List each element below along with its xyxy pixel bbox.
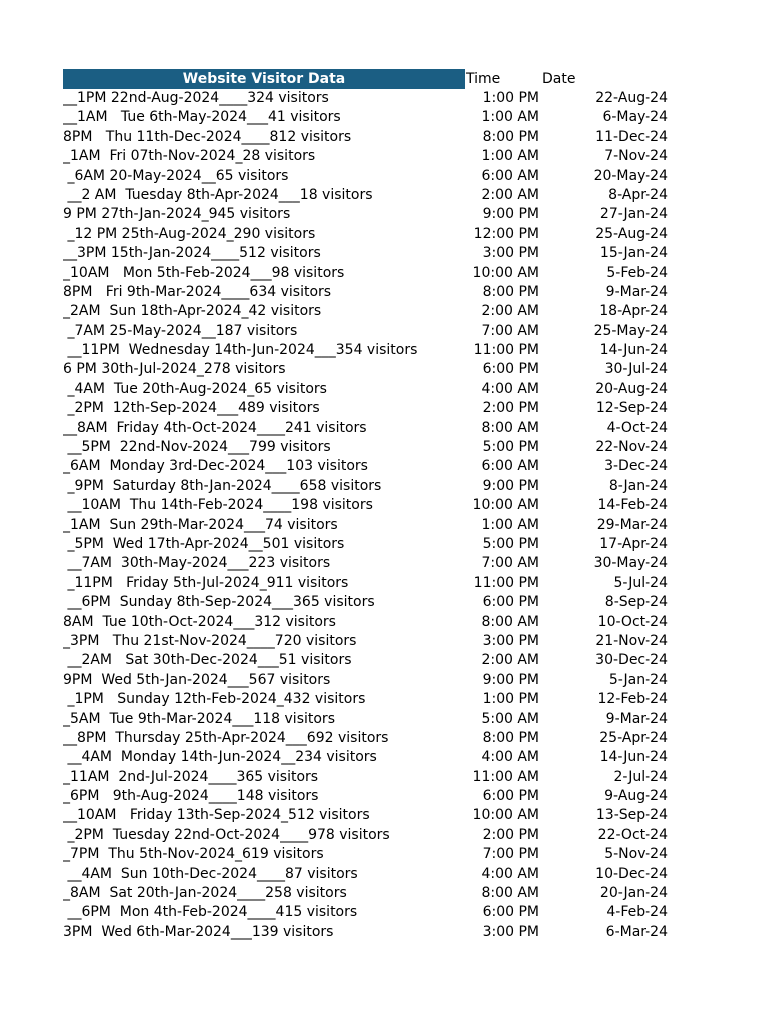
date-cell[interactable]: 20-Aug-24: [595, 380, 668, 397]
table-row: [63, 671, 683, 690]
table-row: [63, 923, 683, 942]
raw-entry-cell[interactable]: _7PM Thu 5th-Nov-2024_619 visitors: [63, 846, 324, 863]
date-cell[interactable]: 27-Jan-24: [599, 206, 668, 223]
time-cell[interactable]: 7:00 AM: [481, 555, 539, 572]
time-cell[interactable]: 4:00 AM: [481, 865, 539, 882]
time-cell[interactable]: 8:00 PM: [482, 283, 539, 300]
time-cell[interactable]: 7:00 AM: [481, 322, 539, 339]
raw-entry-cell[interactable]: 9PM Wed 5th-Jan-2024___567 visitors: [63, 671, 331, 688]
raw-entry-cell[interactable]: __1AM Tue 6th-May-2024___41 visitors: [63, 109, 341, 126]
time-cell[interactable]: 5:00 PM: [482, 439, 539, 456]
raw-entry-cell[interactable]: 8PM Thu 11th-Dec-2024____812 visitors: [63, 128, 352, 145]
time-cell[interactable]: 1:00 PM: [482, 90, 539, 106]
date-cell[interactable]: 21-Nov-24: [595, 632, 668, 649]
table-row: [63, 826, 683, 845]
raw-entry-cell[interactable]: __3PM 15th-Jan-2024____512 visitors: [63, 245, 321, 262]
date-cell[interactable]: 22-Nov-24: [595, 439, 668, 456]
raw-entry-cell[interactable]: _2PM 12th-Sep-2024___489 visitors: [63, 400, 320, 417]
table-row: [63, 302, 683, 321]
time-cell[interactable]: 3:00 PM: [482, 245, 539, 262]
raw-entry-cell[interactable]: __10AM Friday 13th-Sep-2024_512 visitors: [63, 807, 370, 824]
raw-entry-cell[interactable]: __11PM Wednesday 14th-Jun-2024___354 visitors: [63, 342, 418, 359]
date-cell[interactable]: 8-Jan-24: [608, 477, 668, 494]
table-row: [63, 128, 683, 147]
table-row: [63, 225, 683, 244]
date-cell[interactable]: 22-Oct-24: [597, 826, 668, 843]
table-row: [63, 341, 683, 360]
time-cell[interactable]: 6:00 PM: [482, 788, 539, 805]
table-row: [63, 496, 683, 515]
date-cell[interactable]: 6-May-24: [602, 109, 668, 126]
date-cell[interactable]: 5-Feb-24: [606, 264, 668, 281]
table-row: [63, 787, 683, 806]
raw-entry-cell[interactable]: __8AM Friday 4th-Oct-2024____241 visitors: [63, 419, 367, 436]
raw-entry-cell[interactable]: 9 PM 27th-Jan-2024_945 visitors: [63, 206, 291, 223]
time-cell[interactable]: 9:00 PM: [482, 206, 539, 223]
time-cell[interactable]: 1:00 AM: [481, 148, 539, 165]
raw-entry-cell[interactable]: _1AM Fri 07th-Nov-2024_28 visitors: [63, 148, 316, 165]
date-cell[interactable]: 10-Dec-24: [595, 865, 668, 882]
time-cell[interactable]: 2:00 PM: [482, 400, 539, 417]
date-cell[interactable]: 11-Dec-24: [595, 128, 668, 145]
table-row: [63, 845, 683, 864]
table-row: [63, 457, 683, 476]
table-row: [63, 186, 683, 205]
date-cell[interactable]: 29-Mar-24: [596, 516, 668, 533]
table-row: [63, 477, 683, 496]
table-row: [63, 613, 683, 632]
date-cell[interactable]: 18-Apr-24: [599, 303, 668, 320]
time-cell[interactable]: 1:00 AM: [481, 516, 539, 533]
date-cell[interactable]: 14-Jun-24: [599, 342, 668, 359]
raw-entry-cell[interactable]: _2PM Tuesday 22nd-Oct-2024____978 visitors: [63, 826, 390, 843]
time-cell[interactable]: 11:00 PM: [473, 574, 539, 591]
table-row: [63, 360, 683, 379]
time-cell[interactable]: 1:00 PM: [482, 691, 539, 708]
table-row: [63, 710, 683, 729]
table-row: [63, 419, 683, 438]
time-cell[interactable]: 9:00 PM: [482, 671, 539, 688]
time-cell[interactable]: 11:00 PM: [473, 342, 539, 359]
date-cell[interactable]: 12-Sep-24: [595, 400, 668, 417]
date-cell[interactable]: 7-Nov-24: [604, 148, 668, 165]
date-cell[interactable]: 2-Jul-24: [613, 768, 668, 785]
table-row: [63, 516, 683, 535]
header-row: [63, 69, 683, 89]
date-cell[interactable]: 9-Mar-24: [605, 283, 668, 300]
time-cell[interactable]: 6:00 PM: [482, 594, 539, 611]
table-row: [63, 438, 683, 457]
time-cell[interactable]: 10:00 AM: [472, 264, 539, 281]
date-cell[interactable]: 17-Apr-24: [599, 535, 668, 552]
raw-entry-cell[interactable]: __5PM 22nd-Nov-2024___799 visitors: [63, 439, 331, 456]
time-cell[interactable]: 2:00 AM: [481, 186, 539, 203]
raw-entry-cell[interactable]: _6AM 20-May-2024__65 visitors: [63, 167, 289, 184]
table-row: [63, 748, 683, 767]
table-row: [63, 205, 683, 224]
raw-entry-cell[interactable]: __10AM Thu 14th-Feb-2024____198 visitors: [63, 497, 373, 514]
time-cell[interactable]: 10:00 AM: [472, 497, 539, 514]
time-cell[interactable]: 8:00 AM: [481, 613, 539, 630]
time-cell[interactable]: 4:00 AM: [481, 749, 539, 766]
date-cell[interactable]: 9-Mar-24: [605, 710, 668, 727]
time-cell[interactable]: 6:00 AM: [481, 458, 539, 475]
raw-entry-cell[interactable]: _3PM Thu 21st-Nov-2024____720 visitors: [63, 632, 357, 649]
table-row: [63, 729, 683, 748]
date-cell[interactable]: 4-Oct-24: [606, 419, 668, 436]
table-row: [63, 535, 683, 554]
date-cell[interactable]: 6-Mar-24: [605, 923, 668, 940]
raw-entry-cell[interactable]: _11AM 2nd-Jul-2024____365 visitors: [63, 768, 319, 785]
raw-entry-cell[interactable]: 8PM Fri 9th-Mar-2024____634 visitors: [63, 283, 332, 300]
time-cell[interactable]: 9:00 PM: [482, 477, 539, 494]
date-cell[interactable]: 3-Dec-24: [604, 458, 668, 475]
date-cell[interactable]: 14-Feb-24: [597, 497, 668, 514]
raw-entry-cell[interactable]: __7AM 30th-May-2024___223 visitors: [63, 555, 331, 572]
time-cell[interactable]: 3:00 PM: [482, 923, 539, 940]
time-cell[interactable]: 5:00 AM: [481, 710, 539, 727]
date-cell[interactable]: 12-Feb-24: [597, 691, 668, 708]
raw-entry-cell[interactable]: _6PM 9th-Aug-2024____148 visitors: [63, 788, 319, 805]
raw-entry-cell[interactable]: _8AM Sat 20th-Jan-2024____258 visitors: [63, 885, 347, 902]
table-row: [63, 632, 683, 651]
raw-entry-cell[interactable]: __2 AM Tuesday 8th-Apr-2024___18 visitors: [63, 186, 373, 203]
data-rows: [63, 89, 683, 942]
raw-entry-cell[interactable]: __1PM 22nd-Aug-2024____324 visitors: [63, 90, 329, 106]
table-row: [63, 244, 683, 263]
date-cell[interactable]: 10-Oct-24: [597, 613, 668, 630]
time-cell[interactable]: 6:00 PM: [482, 904, 539, 921]
raw-entry-cell[interactable]: 3PM Wed 6th-Mar-2024___139 visitors: [63, 923, 334, 940]
date-cell[interactable]: 15-Jan-24: [599, 245, 668, 262]
table-row: [63, 147, 683, 166]
time-cell[interactable]: 6:00 PM: [482, 361, 539, 378]
table-row: [63, 167, 683, 186]
date-cell[interactable]: 25-Apr-24: [599, 729, 668, 746]
table-row: [63, 322, 683, 341]
date-cell[interactable]: 4-Feb-24: [606, 904, 668, 921]
time-cell[interactable]: 4:00 AM: [481, 380, 539, 397]
time-cell[interactable]: 8:00 AM: [481, 419, 539, 436]
raw-entry-cell[interactable]: __6PM Mon 4th-Feb-2024____415 visitors: [63, 904, 358, 921]
date-cell[interactable]: 30-May-24: [593, 555, 668, 572]
time-cell[interactable]: 7:00 PM: [482, 846, 539, 863]
table-row: [63, 89, 683, 108]
raw-entry-cell[interactable]: _6AM Monday 3rd-Dec-2024___103 visitors: [63, 458, 368, 475]
raw-entry-cell[interactable]: _11PM Friday 5th-Jul-2024_911 visitors: [63, 574, 349, 591]
date-cell[interactable]: 14-Jun-24: [599, 749, 668, 766]
date-cell[interactable]: 5-Nov-24: [604, 846, 668, 863]
date-cell[interactable]: 8-Sep-24: [604, 594, 668, 611]
time-cell[interactable]: 2:00 AM: [481, 652, 539, 669]
table-row: [63, 884, 683, 903]
table-row: [63, 554, 683, 573]
table-row: [63, 651, 683, 670]
time-cell[interactable]: 3:00 PM: [482, 632, 539, 649]
raw-entry-cell[interactable]: _12 PM 25th-Aug-2024_290 visitors: [63, 225, 316, 242]
column-header-time[interactable]: Time: [466, 71, 501, 87]
table-row: [63, 865, 683, 884]
table-row: [63, 903, 683, 922]
time-cell[interactable]: 1:00 AM: [481, 109, 539, 126]
raw-entry-cell[interactable]: __4AM Monday 14th-Jun-2024__234 visitors: [63, 749, 377, 766]
raw-entry-cell[interactable]: _5AM Tue 9th-Mar-2024___118 visitors: [63, 710, 335, 727]
time-cell[interactable]: 8:00 PM: [482, 128, 539, 145]
raw-entry-cell[interactable]: __8PM Thursday 25th-Apr-2024___692 visitors: [63, 729, 389, 746]
date-cell[interactable]: 5-Jul-24: [613, 574, 668, 591]
raw-entry-cell[interactable]: __6PM Sunday 8th-Sep-2024___365 visitors: [63, 594, 375, 611]
spreadsheet: [63, 69, 683, 942]
table-row: [63, 283, 683, 302]
date-cell[interactable]: 8-Apr-24: [608, 186, 668, 203]
table-row: [63, 264, 683, 283]
table-row: [63, 108, 683, 127]
date-cell[interactable]: 30-Dec-24: [595, 652, 668, 669]
column-header-date[interactable]: Date: [542, 71, 576, 87]
table-row: [63, 380, 683, 399]
raw-entry-cell[interactable]: __2AM Sat 30th-Dec-2024___51 visitors: [63, 652, 352, 669]
raw-entry-cell[interactable]: _7AM 25-May-2024__187 visitors: [63, 322, 298, 339]
table-row: [63, 574, 683, 593]
time-cell[interactable]: 8:00 AM: [481, 885, 539, 902]
time-cell[interactable]: 8:00 PM: [482, 729, 539, 746]
date-cell[interactable]: 22-Aug-24: [595, 90, 668, 106]
date-cell[interactable]: 30-Jul-24: [604, 361, 668, 378]
date-cell[interactable]: 20-May-24: [593, 167, 668, 184]
time-cell[interactable]: 12:00 PM: [473, 225, 539, 242]
raw-entry-cell[interactable]: 8AM Tue 10th-Oct-2024___312 visitors: [63, 613, 336, 630]
table-row: [63, 806, 683, 825]
date-cell[interactable]: 20-Jan-24: [599, 885, 668, 902]
time-cell[interactable]: 5:00 PM: [482, 535, 539, 552]
time-cell[interactable]: 6:00 AM: [481, 167, 539, 184]
raw-entry-cell[interactable]: _10AM Mon 5th-Feb-2024___98 visitors: [63, 264, 345, 281]
table-row: [63, 768, 683, 787]
raw-entry-cell[interactable]: 6 PM 30th-Jul-2024_278 visitors: [63, 361, 286, 378]
table-row: [63, 690, 683, 709]
raw-entry-cell[interactable]: _9PM Saturday 8th-Jan-2024____658 visitors: [63, 477, 382, 494]
date-cell[interactable]: 9-Aug-24: [604, 788, 668, 805]
date-cell[interactable]: 25-May-24: [593, 322, 668, 339]
time-cell[interactable]: 2:00 AM: [481, 303, 539, 320]
raw-entry-cell[interactable]: _1AM Sun 29th-Mar-2024___74 visitors: [63, 516, 338, 533]
table-row: [63, 399, 683, 418]
raw-entry-cell[interactable]: _4AM Tue 20th-Aug-2024_65 visitors: [63, 380, 327, 397]
raw-entry-cell[interactable]: __4AM Sun 10th-Dec-2024____87 visitors: [63, 865, 358, 882]
date-cell[interactable]: 5-Jan-24: [608, 671, 668, 688]
date-cell[interactable]: 25-Aug-24: [595, 225, 668, 242]
raw-entry-cell[interactable]: _5PM Wed 17th-Apr-2024__501 visitors: [63, 535, 345, 552]
raw-entry-cell[interactable]: _2AM Sun 18th-Apr-2024_42 visitors: [63, 303, 322, 320]
time-cell[interactable]: 10:00 AM: [472, 807, 539, 824]
time-cell[interactable]: 2:00 PM: [482, 826, 539, 843]
date-cell[interactable]: 13-Sep-24: [595, 807, 668, 824]
time-cell[interactable]: 11:00 AM: [472, 768, 539, 785]
sheet-title[interactable]: Website Visitor Data: [63, 69, 465, 89]
raw-entry-cell[interactable]: _1PM Sunday 12th-Feb-2024_432 visitors: [63, 691, 366, 708]
table-row: [63, 593, 683, 612]
